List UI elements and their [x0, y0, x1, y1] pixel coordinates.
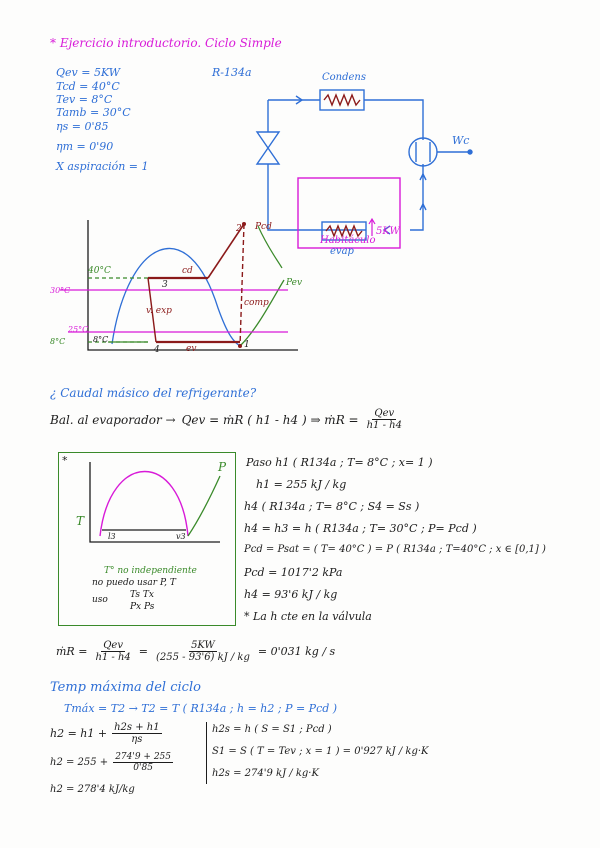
calc-line-1: Paso h1 ( R134a ; T= 8°C ; x= 1 ): [246, 456, 433, 469]
given-tcd: Tcd = 40°C: [56, 80, 120, 93]
ts-point-2: 2: [236, 224, 242, 234]
h2-formula: [50, 722, 162, 745]
calc-line-4: h4 = h3 = h ( R134a ; T= 30°C ; P= Pcd ): [244, 522, 477, 535]
box-t-label: T: [76, 514, 85, 528]
mdot-result: = 0'031 kg / s: [257, 645, 336, 658]
mdot-equals: =: [138, 645, 148, 658]
box-p-label: P: [218, 460, 227, 474]
mdot-den-1: h1 - h4: [95, 652, 131, 663]
calc-line-7: h4 = 93'6 kJ / kg: [244, 588, 338, 601]
h2-den: ηs: [131, 734, 143, 745]
evaporator-balance: [50, 408, 404, 431]
balance-equation: Qev = ṁR ( h1 - h4 ) ⇒ ṁR =: [181, 412, 359, 427]
given-tamb: Tamb = 30°C: [56, 106, 131, 119]
ts-40c-label: 40°C: [88, 266, 111, 276]
section-tmax-title: Temp máxima del ciclo: [50, 680, 201, 695]
mdot-lhs: ṁR =: [56, 645, 88, 658]
ts-cd-label: cd: [182, 266, 193, 276]
ts-vexp-label: v. exp: [146, 306, 172, 316]
ts-comp-label: comp: [244, 298, 269, 308]
given-x-asp: X aspiración = 1: [56, 160, 149, 173]
given-tev: Tev = 8°C: [56, 93, 113, 106]
balance-left: Bal. al evaporador →: [50, 412, 176, 427]
h2-num: h2s + h1: [114, 722, 160, 733]
ts-point-3: 3: [162, 280, 168, 290]
evaporator-label: evap: [330, 246, 354, 257]
ts-ev-label: ev: [186, 344, 197, 354]
given-qev: Qev = 5KW: [56, 66, 121, 79]
h2-result: h2 = 278'4 kJ/kg: [50, 784, 135, 795]
h2s-line-1: h2s = h ( S = S1 ; Pcd ): [212, 724, 332, 735]
box-v3-label: v3: [176, 532, 186, 541]
tmax-equation: Tmáx = T2 → T2 = T ( R134a ; h = h2 ; P = Pcd ): [64, 702, 338, 715]
box-option-2: Px Ps: [130, 602, 155, 612]
mdot-den-2: (255 - 93'6) kJ / kg: [156, 652, 250, 663]
balance-num: Qev: [374, 408, 395, 419]
page-title: * Ejercicio introductorio. Ciclo Simple: [50, 36, 282, 50]
ts-30c-label: 30°C: [50, 286, 71, 295]
calc-line-8: * La h cte en la válvula: [244, 610, 372, 623]
refrigerant-label: R-134a: [212, 66, 252, 79]
box-corner-mark: *: [62, 454, 68, 467]
h2-line2-lhs: h2 = 255 +: [50, 757, 109, 768]
calc-line-2: h1 = 255 kJ / kg: [256, 478, 347, 491]
h2-den-2: 0'85: [133, 763, 153, 773]
mdot-num-2: 5KW: [191, 640, 215, 651]
h2-fraction-2: [113, 752, 173, 773]
ts-point-4: 4: [154, 345, 160, 355]
given-eta-m: ηm = 0'90: [56, 140, 114, 153]
box-option-1: Ts Tx: [130, 590, 154, 600]
question-mass-flow: ¿ Caudal másico del refrigerante?: [50, 386, 257, 400]
box-note-independent: T° no independiente: [104, 566, 197, 576]
box-note-cannot-use: no puedo usar P, T: [92, 578, 176, 588]
mass-flow-result: [56, 640, 335, 663]
h2s-line-3: h2s = 274'9 kJ / kg·K: [212, 768, 319, 779]
h2-lhs: h2 = h1 +: [50, 727, 108, 740]
ts-8c-label: 8°C: [50, 337, 66, 346]
mdot-fraction-2: [154, 640, 252, 663]
mdot-num-1: Qev: [103, 640, 123, 651]
evaporator-power: 5KW: [376, 226, 400, 237]
box-ts-diagram: [70, 458, 230, 568]
mdot-fraction-1: [93, 640, 132, 663]
balance-fraction: [365, 408, 404, 431]
calc-line-3: h4 ( R134a ; T= 8°C ; S4 = Ss ): [244, 500, 420, 513]
h2-num-2: 274'9 + 255: [115, 752, 172, 762]
evaporator-box-label: Habitáculo: [320, 235, 376, 246]
ts-dt8-label: 8°C: [93, 335, 109, 344]
given-eta-s: ηs = 0'85: [56, 120, 109, 133]
ts-pcd-label: Pcd: [255, 222, 272, 232]
calc-line-6: Pcd = 1017'2 kPa: [244, 566, 343, 579]
box-note-use: uso: [92, 595, 108, 605]
ts-diagram: [48, 218, 308, 368]
ts-pev-label: Pev: [286, 278, 303, 288]
ts-point-1: 1: [244, 340, 250, 350]
h2-substitution: [50, 752, 173, 773]
h2s-line-2: S1 = S ( T = Tev ; x = 1 ) = 0'927 kJ / kg·K: [212, 746, 429, 757]
calc-line-5: Pcd = Psat = ( T= 40°C ) = P ( R134a ; T=40°C ; x ∈ [0,1] ): [244, 544, 546, 555]
box-l3-label: l3: [108, 532, 116, 541]
ts-25c-label: 25°C: [68, 325, 89, 334]
condenser-label: Condens: [322, 72, 367, 83]
wc-label: Wc: [452, 134, 470, 147]
balance-den: h1 - h4: [366, 420, 402, 431]
h2-fraction: [112, 722, 161, 745]
h2s-divider: [206, 722, 207, 784]
